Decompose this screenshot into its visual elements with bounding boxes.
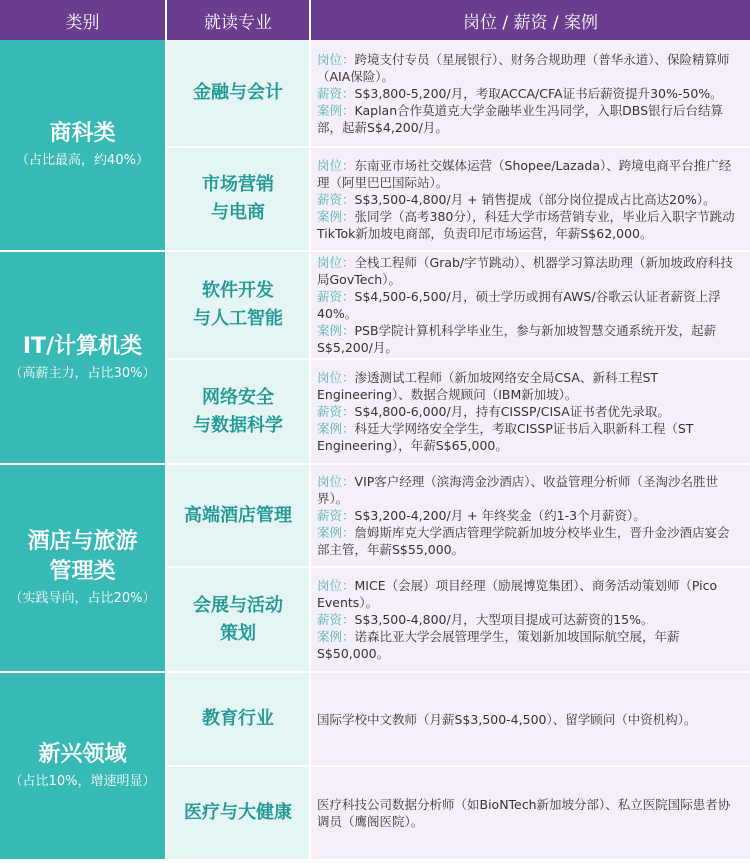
major-cell [166, 567, 310, 672]
major-name-line2: 与人工智能 [193, 308, 283, 329]
category-cell [0, 40, 166, 251]
category-title: 新兴领域 [38, 742, 127, 767]
case-label: 案例： [317, 102, 355, 118]
detail-text: 医疗科技公司数据分析师（如BioNTech新加坡分部）、私立医院国际患者协调员（鹰阁医院）。 [317, 797, 731, 829]
major-name: 会展与活动 [193, 594, 283, 616]
job-text: 跨境支付专员（星展银行）、财务合规助理（普华永道）、保险精算师（AIA保险）。 [317, 51, 730, 84]
table-row [0, 464, 750, 567]
table-row [0, 40, 750, 147]
table-header-row [0, 0, 750, 40]
job-text: 渗透测试工程师（新加坡网络安全局CSA、新科工程ST Engineering）、数据合规顾问（IBM新加坡）。 [317, 370, 659, 402]
detail-text: 国际学校中文教师（月薪S$3,500-4,500）、留学顾问（中资机构）。 [317, 711, 697, 727]
major-cell [166, 359, 310, 464]
major-name: 市场营销 [202, 174, 274, 195]
salary-text: S$3,500-4,800/月，大型项目提成可达薪资的15%。 [354, 612, 654, 627]
table-row [0, 251, 750, 359]
major-cell [166, 672, 310, 766]
major-cell [166, 464, 310, 567]
major-cell [166, 147, 310, 251]
category-cell [0, 464, 166, 672]
category-cell [0, 672, 166, 860]
job-label: 岗位： [317, 370, 355, 385]
job-label: 岗位： [317, 578, 355, 593]
category-title: 商科类 [49, 121, 116, 146]
category-title: 酒店与旅游 [27, 529, 138, 554]
job-text: VIP客户经理（滨海湾金沙酒店）、收益管理分析师（圣淘沙名胜世界）。 [317, 474, 719, 506]
major-cell [166, 40, 310, 147]
major-name: 高端酒店管理 [184, 504, 292, 526]
salary-text: S$3,200-4,200/月 + 年终奖金（约1-3个月薪资）。 [354, 508, 646, 523]
job-label: 岗位： [317, 157, 355, 173]
salary-label: 薪资： [317, 191, 355, 207]
salary-text: S$3,800-5,200/月，考取ACCA/CFA证书后薪资提升30%-50%。 [354, 85, 723, 101]
detail-cell [310, 464, 750, 567]
category-title: IT/计算机类 [22, 333, 143, 359]
job-text: MICE（会展）项目经理（励展博览集团）、商务活动策划师（Pico Events）。 [317, 578, 718, 610]
header-category: 类别 [0, 0, 166, 40]
detail-cell [310, 766, 750, 860]
major-cell [166, 251, 310, 359]
job-label: 岗位： [317, 51, 355, 67]
case-text: 张同学（高考380分），科廷大学市场营销专业，毕业后入职字节跳动TikTok新加坡电商部，负责印尼市场运营，年薪S$62,000。 [317, 208, 735, 241]
major-name: 软件开发 [202, 280, 274, 301]
major-name: 网络安全 [202, 386, 274, 408]
case-label: 案例： [317, 323, 355, 338]
category-title-line2: 管理类 [49, 559, 116, 584]
major-cell [166, 766, 310, 860]
major-name-line2: 策划 [220, 622, 256, 644]
case-label: 案例： [317, 629, 355, 644]
job-label: 岗位： [317, 255, 355, 270]
detail-cell [310, 251, 750, 359]
category-subtitle: （高薪主力，占比30%） [9, 365, 156, 381]
salary-text: S$4,800-6,000/月，持有CISSP/CISA证书者优先录取。 [354, 404, 670, 419]
major-name-line2: 与数据科学 [193, 414, 283, 436]
job-label: 岗位： [317, 474, 355, 489]
case-label: 案例： [317, 525, 355, 540]
detail-cell [310, 40, 750, 147]
salary-text: S$4,500-6,500/月，硕士学历或拥有AWS/谷歌云认证者薪资上浮40%。 [317, 289, 721, 321]
category-subtitle: （占比最高，约40%） [16, 153, 149, 168]
detail-cell [310, 147, 750, 251]
table-row [0, 672, 750, 766]
case-label: 案例： [317, 421, 355, 436]
category-cell [0, 251, 166, 464]
case-text: 詹姆斯库克大学酒店管理学院新加坡分校毕业生，晋升金沙酒店宴会部主管，年薪S$55,000。 [317, 525, 730, 557]
salary-label: 薪资： [317, 612, 355, 627]
major-name: 金融与会计 [193, 82, 283, 103]
detail-cell [310, 359, 750, 464]
salary-text: S$3,500-4,800/月 + 销售提成（部分岗位提成占比高达20%）。 [354, 191, 716, 207]
header-major: 就读专业 [166, 0, 310, 40]
category-subtitle: （实践导向，占比20%） [9, 591, 156, 606]
salary-label: 薪资： [317, 508, 355, 523]
salary-label: 薪资： [317, 289, 355, 304]
major-name: 医疗与大健康 [184, 802, 292, 823]
category-subtitle: （占比10%，增速明显） [9, 774, 156, 789]
job-text: 东南亚市场社交媒体运营（Shopee/Lazada）、跨境电商平台推广经理（阿里巴巴国际站）。 [317, 157, 732, 190]
salary-label: 薪资： [317, 85, 355, 101]
case-text: 诺森比亚大学会展管理学生，策划新加坡国际航空展，年薪S$50,000。 [317, 629, 680, 661]
case-label: 案例： [317, 208, 355, 224]
case-text: 科廷大学网络安全学生，考取CISSP证书后入职新科工程（ST Engineering），年薪S$65,000。 [317, 421, 694, 453]
case-text: Kaplan合作莫道克大学金融毕业生冯同学，入职DBS银行后台结算部，起薪S$4,200/月。 [317, 102, 724, 135]
case-text: PSB学院计算机科学毕业生，参与新加坡智慧交通系统开发，起薪S$5,200/月。 [317, 323, 717, 355]
header-detail: 岗位 / 薪资 / 案例 [310, 0, 750, 40]
detail-cell [310, 672, 750, 766]
major-name-line2: 与电商 [211, 202, 265, 223]
salary-label: 薪资： [317, 404, 355, 419]
major-name: 教育行业 [202, 708, 274, 729]
detail-cell [310, 567, 750, 672]
job-text: 全栈工程师（Grab/字节跳动）、机器学习算法助理（新加坡政府科技局GovTech）。 [317, 255, 733, 287]
